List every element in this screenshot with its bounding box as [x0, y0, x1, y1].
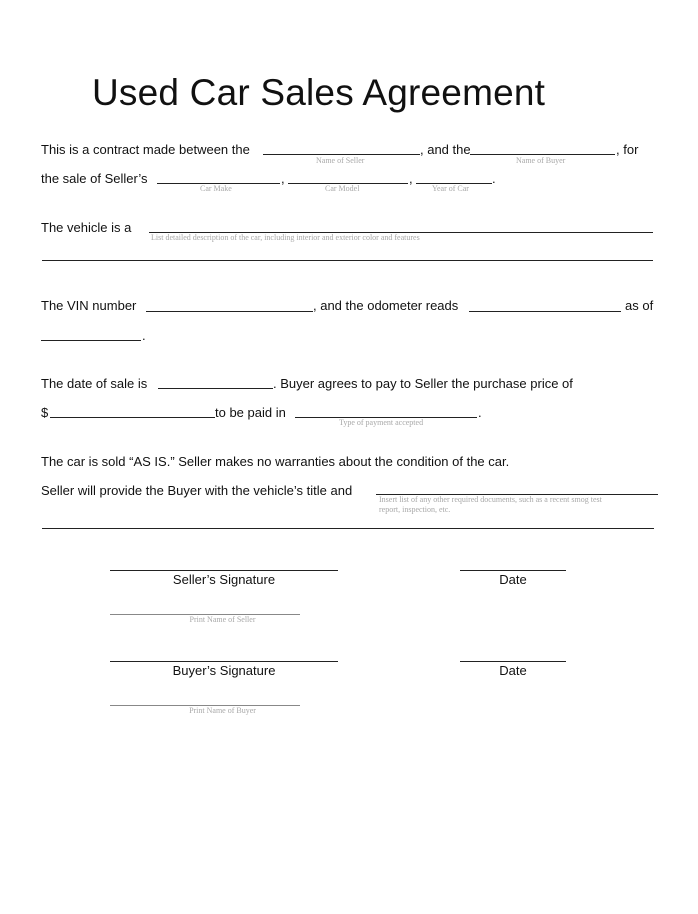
period-1: . [492, 171, 496, 186]
odometer-date-field[interactable] [41, 340, 141, 341]
seller-signature-field[interactable] [110, 570, 338, 571]
buyer-print-name-hint: Print Name of Buyer [189, 706, 256, 715]
as-of-label: as of [625, 298, 654, 313]
odometer-label: , and the odometer reads [313, 298, 459, 313]
buyer-signature-label: Buyer’s Signature [172, 663, 276, 678]
car-model-hint: Car Model [325, 184, 360, 193]
for-text: , for [616, 142, 639, 157]
date-of-sale-field[interactable] [158, 388, 273, 389]
date-of-sale-label: The date of sale is [41, 376, 148, 391]
seller-print-name-hint: Print Name of Seller [189, 615, 256, 624]
as-is-text: The car is sold “AS IS.” Seller makes no warranties about the condition of the car. [41, 454, 510, 469]
buyer-date-field[interactable] [460, 661, 566, 662]
vin-label: The VIN number [41, 298, 137, 313]
odometer-field[interactable] [469, 311, 621, 312]
documents-field-2[interactable] [42, 528, 654, 529]
car-year-hint: Year of Car [432, 184, 469, 193]
buyer-signature-field[interactable] [110, 661, 338, 662]
vin-field[interactable] [146, 311, 313, 312]
contract-intro-text: This is a contract made between the [41, 142, 250, 157]
sale-of-text: the sale of Seller’s [41, 171, 148, 186]
period-3: . [478, 405, 482, 420]
seller-date-label: Date [499, 572, 527, 587]
comma-2: , [409, 171, 413, 186]
seller-name-hint: Name of Seller [316, 156, 365, 165]
documents-hint-2: report, inspection, etc. [379, 505, 451, 514]
documents-hint-1: Insert list of any other required documents, such as a recent smog test [379, 495, 602, 504]
vehicle-label: The vehicle is a [41, 220, 132, 235]
seller-name-field[interactable] [263, 154, 420, 155]
seller-signature-label: Seller’s Signature [172, 572, 276, 587]
payment-type-hint: Type of payment accepted [339, 418, 424, 427]
car-make-hint: Car Make [200, 184, 232, 193]
vehicle-description-hint: List detailed description of the car, including interior and exterior color and features [151, 233, 420, 242]
paid-in-label: to be paid in [215, 405, 286, 420]
seller-date-field[interactable] [460, 570, 566, 571]
document-title: Used Car Sales Agreement [92, 72, 546, 113]
buyer-name-hint: Name of Buyer [516, 156, 566, 165]
purchase-price-field[interactable] [50, 417, 215, 418]
period-2: . [142, 328, 146, 343]
documents-text: Seller will provide the Buyer with the vehicle’s title and [41, 483, 353, 498]
buyer-date-label: Date [499, 663, 527, 678]
purchase-price-text: . Buyer agrees to pay to Seller the purchase price of [273, 376, 573, 391]
comma-1: , [281, 171, 285, 186]
dollar-sign: $ [41, 405, 49, 420]
vehicle-description-field-2[interactable] [42, 260, 653, 261]
buyer-name-field[interactable] [470, 154, 615, 155]
and-the-text: , and the [420, 142, 471, 157]
